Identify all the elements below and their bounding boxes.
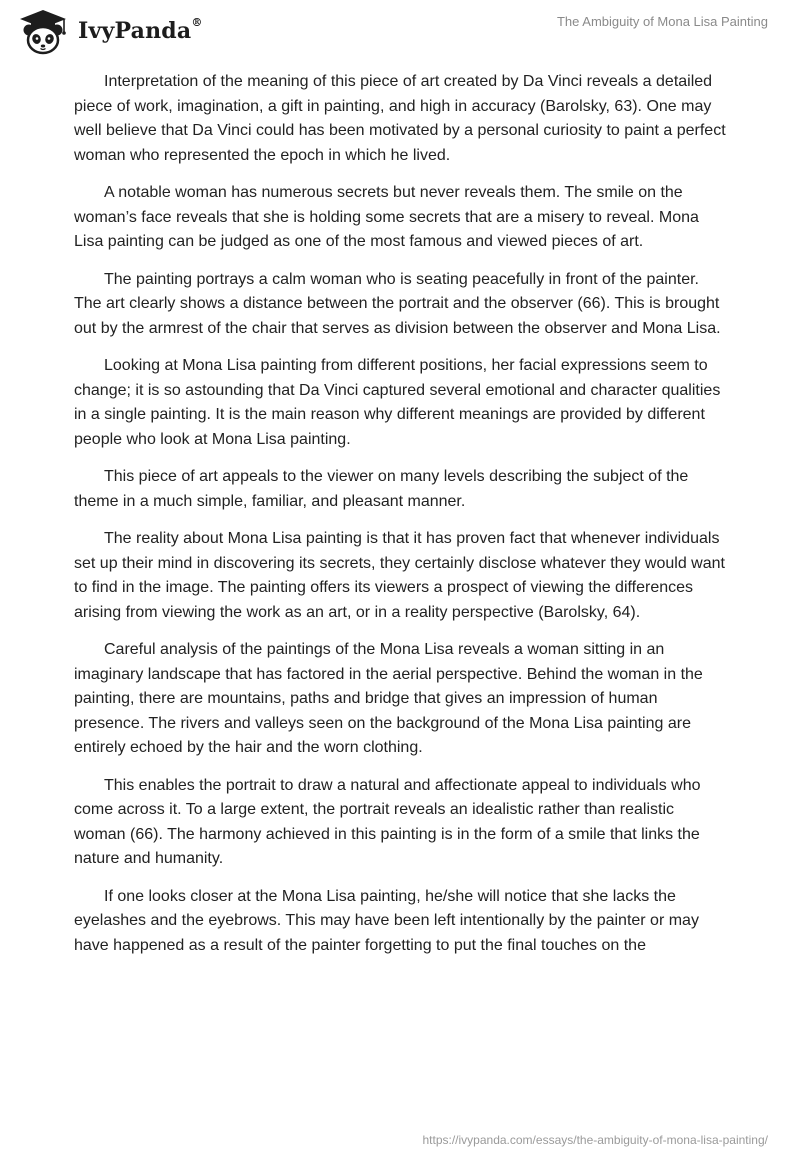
paragraph-1: Interpretation of the meaning of this piece of art created by Da Vinci reveals a detailed piece of work, imagination, a gift in painting, and high in accuracy (Barolsky, 63). One may well believe that Da Vinci could has been motivated by a personal curiosity to paint a perfect woman who represented the epoch in which he lived. [74,73,726,164]
page-header [0,0,800,80]
paragraph-8: This enables the portrait to draw a natural and affectionate appeal to individuals who come across it. To a large extent, the portrait reveals an idealistic rather than realistic woman (66). The harmony achieved in this painting is in the form of a smile that links the nature and humanity. [74,776,701,867]
document-title: The Ambiguity of Mona Lisa Painting [556,14,768,29]
essay-body [74,70,729,971]
panda-graduation-cap-icon [14,6,72,56]
paragraph-2: A notable woman has numerous secrets but never reveals them. The smile on the woman’s face reveals that she is holding some secrets that are a misery to reveal. Mona Lisa painting can be judged as one of the most famous and viewed pieces of art. [74,184,699,250]
paragraph-4: Looking at Mona Lisa painting from different positions, her facial expressions seem to change; it is so astounding that Da Vinci captured several emotional and character qualities in a single painting. It is the main reason why different meanings are provided by different people who look at Mona Lisa painting. [74,357,721,448]
registered-mark: ® [191,16,203,29]
paragraph-6: The reality about Mona Lisa painting is that it has proven fact that whenever individuals set up their mind in discovering its secrets, they certainly disclose whatever they would want to find in the image. The painting offers its viewers a prospect of viewing the differences arising from viewing the work as an art, or in a reality perspective (Barolsky, 64). [74,530,725,621]
paragraph-5: This piece of art appeals to the viewer on many levels describing the subject of the theme in a much simple, familiar, and pleasant manner. [74,468,689,510]
source-url[interactable]: https://ivypanda.com/essays/the-ambiguity-of-mona-lisa-painting/ [422,1133,768,1147]
brand-name: IvyPanda® [78,16,203,44]
paragraph-7: Careful analysis of the paintings of the Mona Lisa reveals a woman sitting in an imaginary landscape that has factored in the aerial perspective. Behind the woman in the painting, there are mountains, paths and bridge that gives an impression of human presence. The rivers and valleys seen on the background of the Mona Lisa painting are entirely echoed by the hair and the worn clothing. [74,641,703,756]
paragraph-3: The painting portrays a calm woman who is seating peacefully in front of the painter. The art clearly shows a distance between the portrait and the observer (66). This is brought out by the armrest of the chair that serves as division between the observer and Mona Lisa. [74,270,721,337]
paragraph-9: If one looks closer at the Mona Lisa painting, he/she will notice that she lacks the eyelashes and the eyebrows. This may have been left intentionally by the painter or may have happened as a result of the painter forgetting to put the final touches on the [74,887,699,954]
ivypanda-logo[interactable] [14,6,203,56]
